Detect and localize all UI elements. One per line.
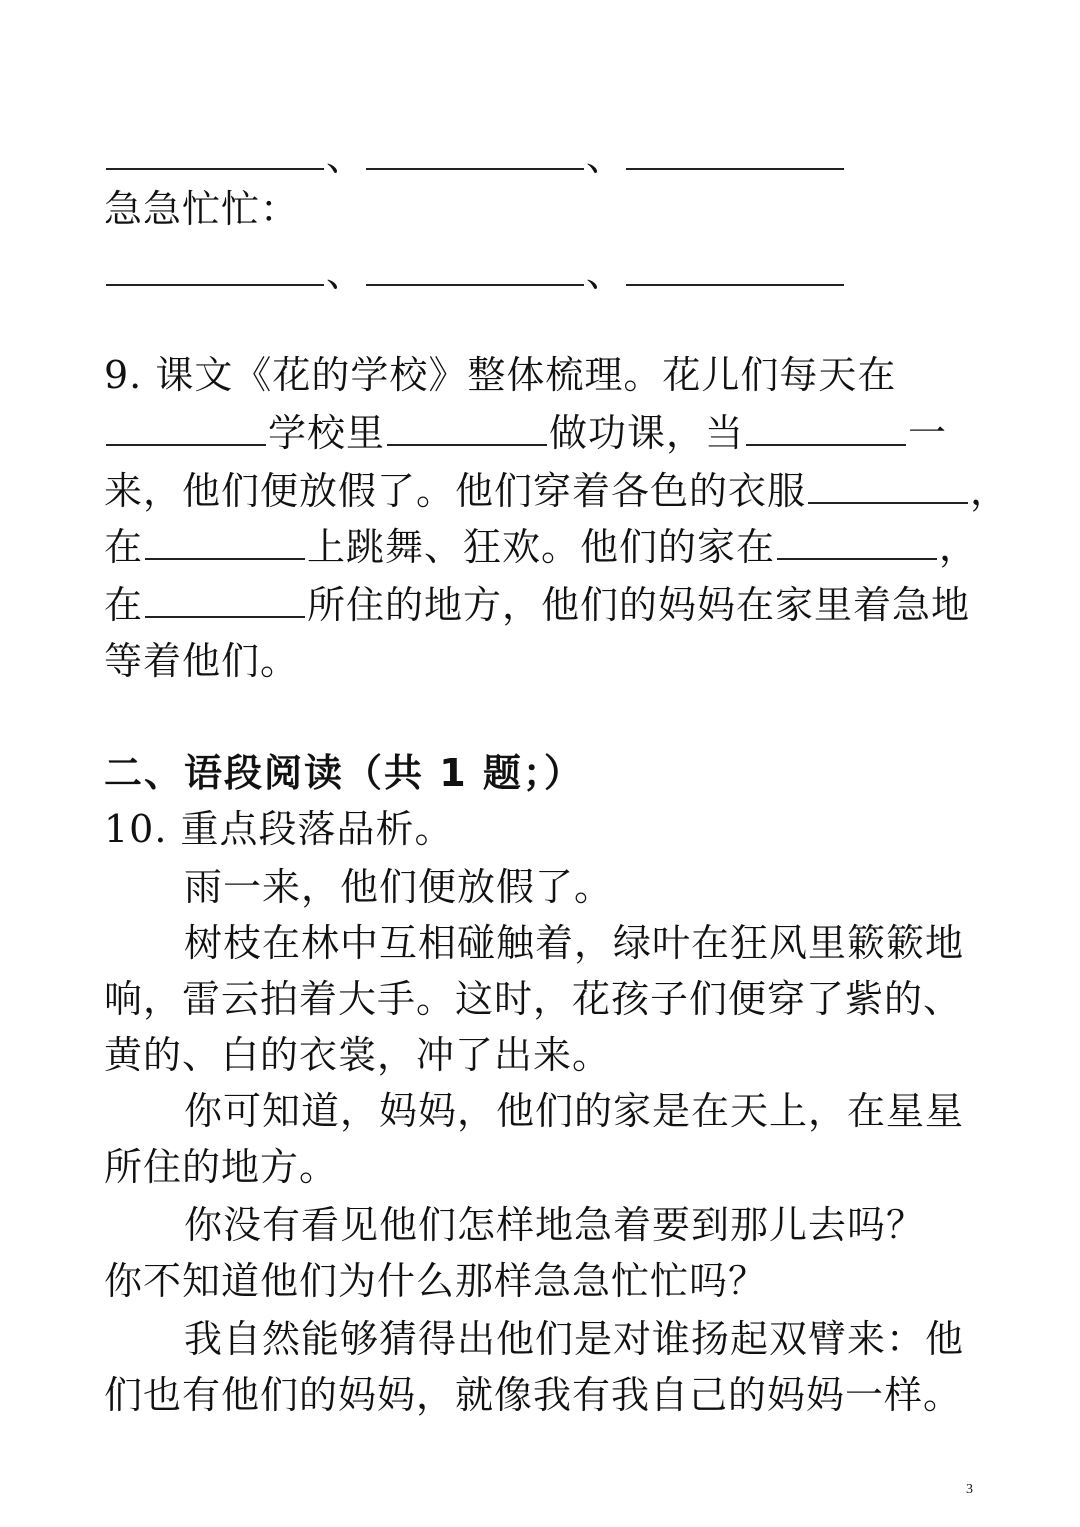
q9-text: 在 [104,525,144,569]
q9-line-3 [104,462,1009,520]
passage-line: 你不知道他们为什么那样急急忙忙吗？ [104,1259,768,1303]
answer-blank[interactable] [366,250,584,286]
section-heading: 二、语段阅读（共 1 题；） [104,751,584,795]
q9-text: 在 [104,583,144,627]
answer-blank[interactable] [808,468,968,504]
q9-text: 来，他们便放假了。他们穿着各色的衣服 [104,469,807,513]
passage-line: 所住的地方。 [104,1145,339,1189]
passage-line: 雨一来，他们便放假了。 [184,865,614,909]
answer-blank[interactable] [106,410,266,446]
answer-blank[interactable] [106,134,324,170]
q9-line-1: 9. 课文《花的学校》整体梳理。花儿们每天在 [104,353,897,397]
separator: 、 [586,135,626,179]
answer-blank[interactable] [746,410,906,446]
q9-text: 上跳舞、狂欢。他们的家在 [307,525,776,569]
q9-text: ， [970,469,1010,513]
passage-line: 我自然能够猜得出他们是对谁扬起双臂来：他 [184,1317,965,1361]
separator: 、 [586,251,626,295]
passage-line: 树枝在林中互相碰触着，绿叶在狂风里簌簌地 [184,921,965,965]
answer-blank[interactable] [366,134,584,170]
label-hurry: 急急忙忙： [104,187,300,231]
answer-blank[interactable] [145,524,305,560]
q9-text: 学校里 [268,411,386,455]
answer-blank[interactable] [626,134,844,170]
answer-blanks-row-2 [104,244,846,302]
answer-blank[interactable] [777,524,937,560]
q9-text: ， [939,525,979,569]
answer-blanks-row-1 [104,128,846,186]
answer-blank[interactable] [145,582,305,618]
q9-text: 所住的地方，他们的妈妈在家里着急地 [307,583,971,627]
q9-text: 一 [908,411,948,455]
passage-line: 响，雷云拍着大手。这时，花孩子们便穿了紫的、 [104,977,963,1021]
q9-text: 做功课，当 [549,411,745,455]
passage-line: 你没有看见他们怎样地急着要到那儿去吗？ [184,1203,926,1247]
separator: 、 [326,135,366,179]
answer-blank[interactable] [106,250,324,286]
passage-line: 你可知道，妈妈，他们的家是在天上，在星星 [184,1089,965,1133]
q9-line-4 [104,518,978,576]
answer-blank[interactable] [387,410,547,446]
separator: 、 [326,251,366,295]
passage-line: 黄的、白的衣裳，冲了出来。 [104,1033,612,1077]
q9-line-6: 等着他们。 [104,639,300,683]
q9-line-5 [104,576,970,634]
answer-blank[interactable] [626,250,844,286]
q9-line-2 [104,404,947,462]
passage-line: 们也有他们的妈妈，就像我有我自己的妈妈一样。 [104,1373,963,1417]
page-number: 3 [966,1482,973,1497]
q10-title: 10. 重点段落品析。 [104,807,454,851]
